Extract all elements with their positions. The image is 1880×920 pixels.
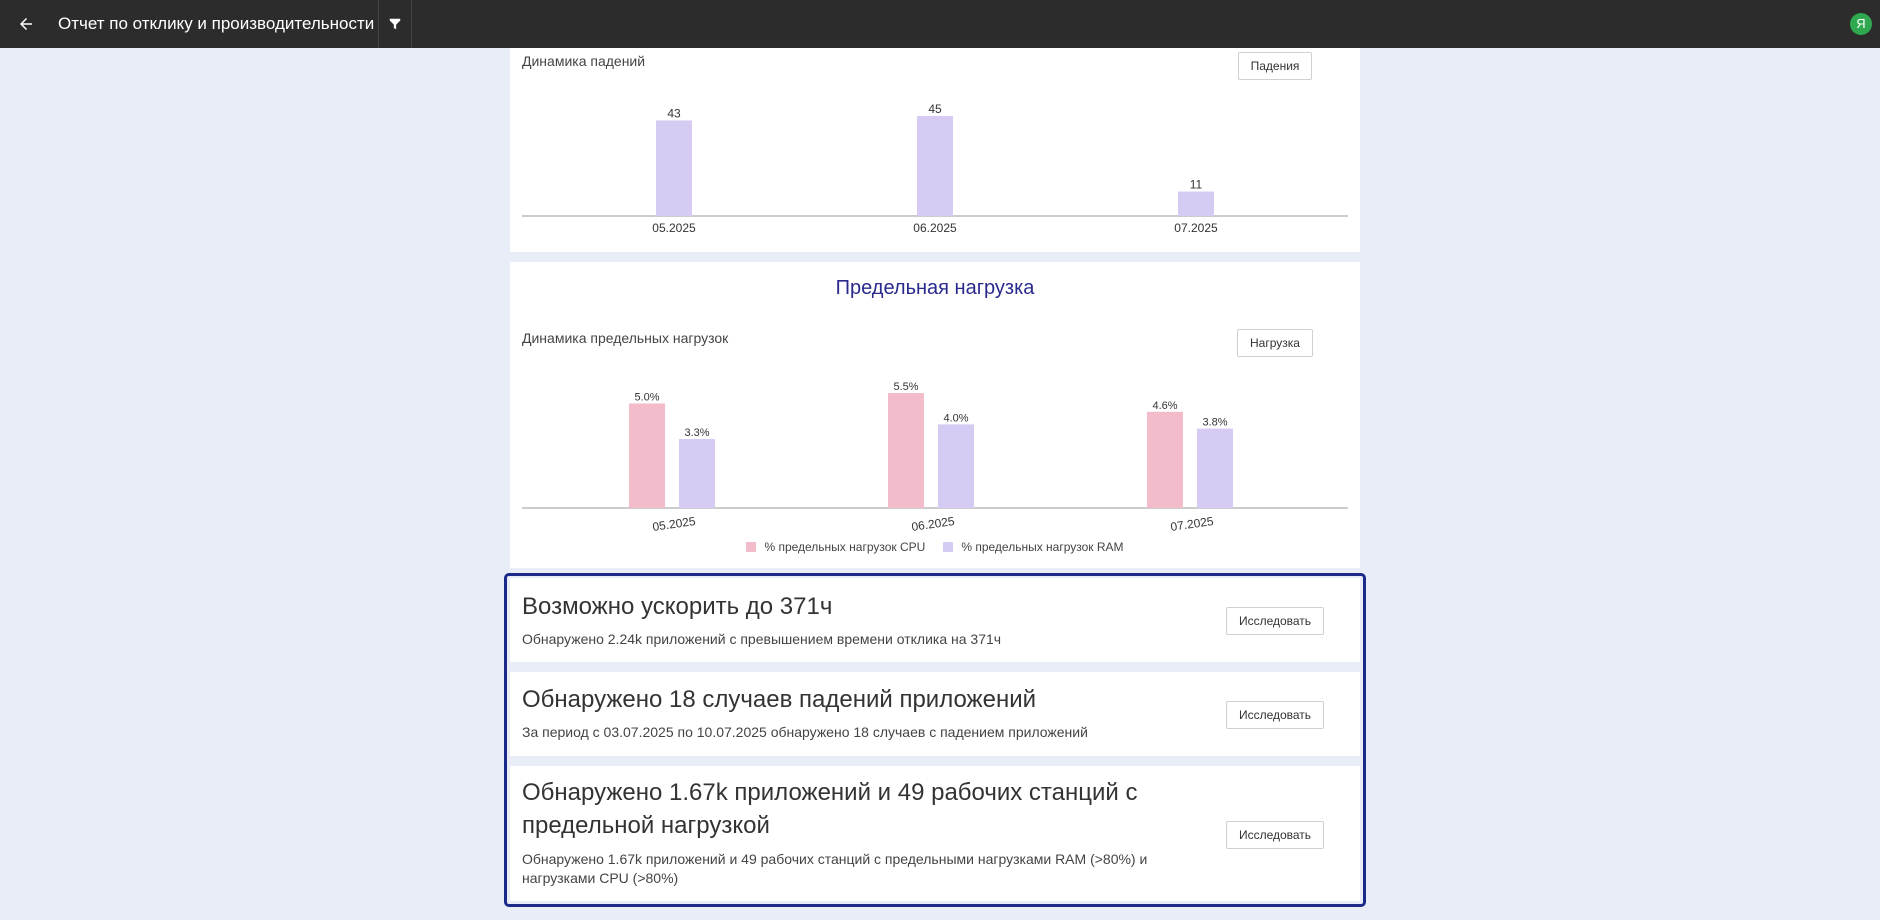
bar-data-label: 43 [667,106,681,121]
insight-card-speedup [510,578,1360,662]
legend-swatch-cpu [746,542,756,552]
legend-item-cpu [746,540,925,554]
insight-title: Обнаружено 18 случаев падений приложений [522,686,1037,713]
load-bar-chart [510,262,1360,568]
insight-description: За период с 03.07.2025 по 10.07.2025 обнаружено 18 случаев с падением приложений [522,724,1088,740]
arrow-left-icon [17,15,35,33]
bar-ram [679,439,715,508]
top-app-bar [0,0,1880,48]
bar-data-label: 4.6% [1152,399,1178,412]
bar-cpu [1147,412,1183,508]
load-chart-caption: Динамика предельных нагрузок [522,330,729,346]
bar-cpu [629,403,665,508]
x-tick-label: 07.2025 [1174,221,1218,235]
x-tick-label: 05.2025 [651,514,697,534]
divider [411,0,412,48]
page-title: Отчет по отклику и производительности [58,14,375,33]
x-tick-label: 05.2025 [652,221,696,235]
legend-label-cpu: % предельных нагрузок CPU [764,540,926,554]
legend-swatch-ram [943,542,953,552]
back-button[interactable] [10,8,42,40]
crash-bar-chart [510,48,1360,252]
crash-chart-panel [510,48,1360,252]
insight-title: Возможно ускорить до 371ч [522,593,833,620]
investigate-button[interactable]: Исследовать [1226,607,1324,635]
insight-card-peak-load [510,766,1360,901]
x-tick-label: 07.2025 [1169,514,1215,534]
filter-icon [388,17,402,31]
bar-data-label: 3.8% [1202,416,1228,429]
bar-cpu [888,393,924,508]
bar-data-label: 4.0% [943,412,969,425]
divider [378,0,379,48]
load-chart-panel [510,262,1360,568]
bar [917,116,953,216]
legend-item-ram [943,540,1123,554]
x-tick-label: 06.2025 [910,514,956,534]
bar-data-label: 5.5% [893,381,919,393]
crash-chart-caption: Динамика падений [522,53,646,69]
legend-label-ram: % предельных нагрузок RAM [961,540,1124,554]
insight-description: Обнаружено 1.67k приложений и 49 рабочих станций с предельными нагрузками RAM (>80%) и нагрузками CPU (>80%) [522,851,1148,886]
bar-data-label: 11 [1189,177,1203,192]
load-button[interactable]: Нагрузка [1237,329,1313,357]
insight-card-crashes [510,672,1360,756]
section-title: Предельная нагрузка [835,277,1035,299]
chart-legend [510,540,1360,554]
bar [656,120,692,216]
bar-ram [938,424,974,508]
bar-data-label: 3.3% [684,427,710,439]
bar [1178,192,1214,216]
insight-title: Обнаружено 1.67k приложений и 49 рабочих станций с предельной нагрузкой [522,779,1138,839]
avatar[interactable]: Я [1850,13,1872,35]
insight-description: Обнаружено 2.24k приложений с превышением времени отклика на 371ч [522,631,1002,647]
investigate-button[interactable]: Исследовать [1226,701,1324,729]
bar-ram [1197,429,1233,508]
investigate-button[interactable]: Исследовать [1226,821,1324,849]
x-tick-label: 06.2025 [913,221,957,235]
crashes-button[interactable]: Падения [1238,52,1312,80]
bar-data-label: 45 [928,102,942,116]
filter-button[interactable] [380,8,410,40]
bar-data-label: 5.0% [634,391,660,404]
